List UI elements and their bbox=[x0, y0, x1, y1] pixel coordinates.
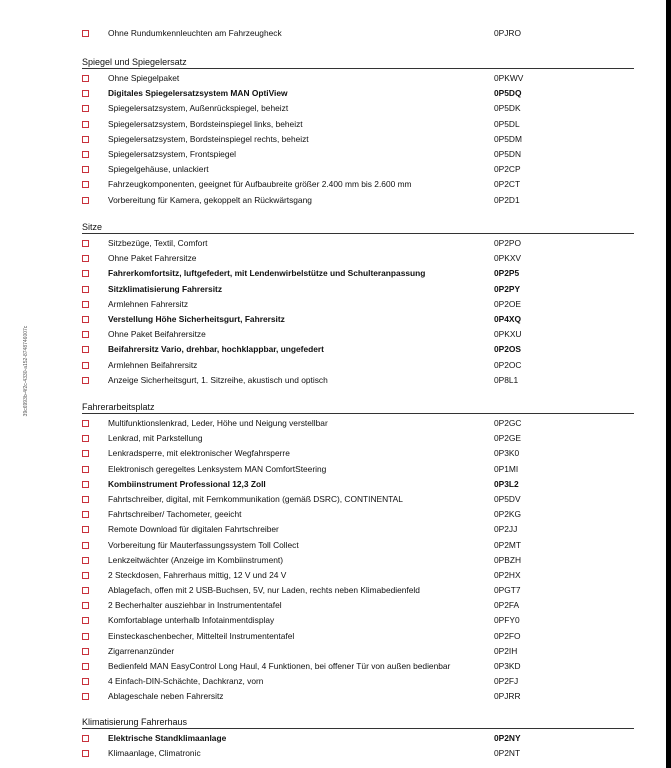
option-description: Elektrische Standklimaanlage bbox=[108, 733, 227, 743]
option-code: 0P3K0 bbox=[494, 448, 520, 459]
checkbox-icon bbox=[82, 181, 89, 188]
list-item bbox=[82, 462, 634, 477]
section bbox=[82, 56, 634, 208]
option-code: 0PKXU bbox=[494, 329, 522, 340]
checkbox-icon bbox=[82, 466, 89, 473]
option-description: Armlehnen Fahrersitz bbox=[108, 298, 189, 309]
list-item bbox=[82, 282, 634, 297]
checkbox-icon bbox=[82, 30, 89, 37]
list-item bbox=[82, 629, 634, 644]
option-description: Einsteckaschenbecher, Mittelteil Instrumententafel bbox=[108, 630, 295, 641]
section bbox=[82, 401, 634, 705]
option-code: 0P4XQ bbox=[494, 313, 522, 324]
list-item bbox=[82, 117, 634, 132]
option-code: 0PKWV bbox=[494, 73, 524, 83]
list-item bbox=[82, 659, 634, 674]
list-item bbox=[82, 327, 634, 342]
checkbox-icon bbox=[82, 750, 89, 757]
checkbox-icon bbox=[82, 542, 89, 549]
list-item bbox=[82, 177, 634, 192]
checkbox-icon bbox=[82, 663, 89, 670]
checkbox-icon bbox=[82, 362, 89, 369]
list-item bbox=[82, 193, 634, 208]
list-item bbox=[82, 613, 634, 628]
checkbox-icon bbox=[82, 420, 89, 427]
checkbox-icon bbox=[82, 602, 89, 609]
option-code: 0P2OE bbox=[494, 298, 522, 309]
list-item bbox=[82, 746, 634, 761]
checkbox-icon bbox=[82, 255, 89, 262]
option-code: 0P2GC bbox=[494, 418, 522, 428]
section-title: Sitze bbox=[82, 221, 634, 234]
option-description: Fahrtschreiber/ Tachometer, geeicht bbox=[108, 509, 242, 520]
option-description: 2 Steckdosen, Fahrerhaus mittig, 12 V und 24 V bbox=[108, 569, 287, 580]
checkbox-icon bbox=[82, 557, 89, 564]
list-item bbox=[82, 568, 634, 583]
option-description: Ablagefach, offen mit 2 USB-Buchsen, 5V, nur Laden, rechts neben Klimabedienfeld bbox=[108, 585, 420, 596]
checkbox-icon bbox=[82, 197, 89, 204]
checkbox-icon bbox=[82, 346, 89, 353]
option-code: 0P2CT bbox=[494, 179, 521, 190]
section-title: Fahrerarbeitsplatz bbox=[82, 401, 634, 414]
list-item bbox=[82, 71, 634, 86]
checkbox-icon bbox=[82, 166, 89, 173]
option-code: 0P2OS bbox=[494, 344, 522, 355]
option-description: Kombiinstrument Professional 12,3 Zoll bbox=[108, 478, 266, 489]
list-item bbox=[82, 236, 634, 251]
option-code: 0P5DL bbox=[494, 118, 520, 129]
list-item bbox=[82, 266, 634, 281]
option-description: Vorbereitung für Mauterfassungssystem Toll Collect bbox=[108, 539, 299, 550]
option-description: Ohne Rundumkennleuchten am Fahrzeugheck bbox=[108, 28, 282, 38]
list-item bbox=[82, 431, 634, 446]
list-item bbox=[82, 674, 634, 689]
list-item bbox=[82, 446, 634, 461]
option-code: 0PJRO bbox=[494, 28, 521, 38]
option-description: Sitzklimatisierung Fahrersitz bbox=[108, 283, 223, 294]
list-item bbox=[82, 416, 634, 431]
option-description: Vorbereitung für Kamera, gekoppelt an Rückwärtsgang bbox=[108, 194, 312, 205]
checkbox-icon bbox=[82, 496, 89, 503]
option-description: Klimaanlage, Climatronic bbox=[108, 748, 201, 759]
checkbox-icon bbox=[82, 511, 89, 518]
option-description: Spiegelersatzsystem, Frontspiegel bbox=[108, 148, 237, 159]
checkbox-icon bbox=[82, 121, 89, 128]
list-item bbox=[82, 26, 627, 40]
checkbox-icon bbox=[82, 75, 89, 82]
checkbox-icon bbox=[82, 331, 89, 338]
option-description: Sitzbezüge, Textil, Comfort bbox=[108, 238, 208, 248]
checkbox-icon bbox=[82, 151, 89, 158]
option-description: Fahrzeugkomponenten, geeignet für Aufbaubreite größer 2.400 mm bis 2.600 mm bbox=[108, 179, 412, 190]
list-item bbox=[82, 147, 634, 162]
option-code: 0P2FA bbox=[494, 600, 520, 611]
list-item bbox=[82, 583, 634, 598]
side-document-id: 39c6993b-4f2c-4330-a152-8748746007c bbox=[23, 325, 29, 417]
option-code: 0P2FO bbox=[494, 630, 521, 641]
option-description: Spiegelgehäuse, unlackiert bbox=[108, 164, 209, 175]
option-code: 0PJRR bbox=[494, 691, 521, 702]
checkbox-icon bbox=[82, 240, 89, 247]
option-code: 0P2GE bbox=[494, 433, 522, 444]
checkbox-icon bbox=[82, 648, 89, 655]
list-item bbox=[82, 132, 634, 147]
option-description: Fahrerkomfortsitz, luftgefedert, mit Lendenwirbelstütze und Schulteranpassung bbox=[108, 268, 426, 279]
list-item bbox=[82, 297, 634, 312]
list-item bbox=[82, 507, 634, 522]
checkbox-icon bbox=[82, 105, 89, 112]
checkbox-icon bbox=[82, 572, 89, 579]
checkbox-icon bbox=[82, 286, 89, 293]
checkbox-icon bbox=[82, 435, 89, 442]
option-description: Bedienfeld MAN EasyControl Long Haul, 4 Funktionen, bei offener Tür von außen bedienbar bbox=[108, 661, 451, 671]
list-item bbox=[82, 358, 634, 373]
option-description: 2 Becherhalter ausziehbar in Instrumententafel bbox=[108, 600, 282, 611]
option-code: 0P2PO bbox=[494, 238, 522, 248]
option-code: 0P3L2 bbox=[494, 478, 519, 489]
checkbox-icon bbox=[82, 301, 89, 308]
section-title: Spiegel und Spiegelersatz bbox=[82, 56, 634, 69]
list-item bbox=[82, 251, 634, 266]
option-description: Lenkradsperre, mit elektronischer Wegfahrsperre bbox=[108, 448, 290, 459]
option-description: Komfortablage unterhalb Infotainmentdisplay bbox=[108, 615, 275, 626]
option-description: Spiegelersatzsystem, Bordsteinspiegel rechts, beheizt bbox=[108, 133, 309, 144]
option-code: 0P2OC bbox=[494, 359, 522, 370]
section bbox=[82, 716, 634, 761]
option-description: 4 Einfach-DIN-Schächte, Dachkranz, vorn bbox=[108, 676, 264, 687]
option-code: 0P5DV bbox=[494, 493, 521, 504]
checkbox-icon bbox=[82, 617, 89, 624]
checkbox-icon bbox=[82, 377, 89, 384]
option-code: 0P2KG bbox=[494, 509, 522, 520]
option-code: 0PFY0 bbox=[494, 615, 520, 626]
option-description: Spiegelersatzsystem, Bordsteinspiegel links, beheizt bbox=[108, 118, 303, 129]
option-code: 0P2P5 bbox=[494, 268, 520, 279]
option-description: Ohne Paket Fahrersitze bbox=[108, 253, 197, 264]
section bbox=[82, 221, 634, 388]
option-code: 0P2CP bbox=[494, 164, 521, 175]
checkbox-icon bbox=[82, 136, 89, 143]
list-item bbox=[82, 644, 634, 659]
option-code: 0P5DM bbox=[494, 133, 522, 144]
option-description: Verstellung Höhe Sicherheitsgurt, Fahrersitz bbox=[108, 313, 285, 324]
list-item bbox=[82, 598, 634, 613]
option-description: Elektronisch geregeltes Lenksystem MAN ComfortSteering bbox=[108, 463, 327, 474]
list-item bbox=[82, 477, 634, 492]
option-code: 0PGT7 bbox=[494, 585, 521, 596]
list-item bbox=[82, 538, 634, 553]
checkbox-icon bbox=[82, 735, 89, 742]
checkbox-icon bbox=[82, 526, 89, 533]
option-code: 0P2MT bbox=[494, 539, 521, 550]
option-code: 0P2D1 bbox=[494, 194, 520, 205]
list-item bbox=[82, 312, 634, 327]
option-description: Fahrtschreiber, digital, mit Fernkommunikation (gemäß DSRC), CONTINENTAL bbox=[108, 493, 403, 504]
option-code: 0P5DQ bbox=[494, 88, 522, 99]
option-code: 0P2PY bbox=[494, 283, 521, 294]
option-code: 0P2JJ bbox=[494, 524, 518, 535]
checkbox-icon bbox=[82, 693, 89, 700]
checkbox-icon bbox=[82, 450, 89, 457]
checkbox-icon bbox=[82, 316, 89, 323]
option-code: 0P5DN bbox=[494, 148, 521, 159]
option-description: Beifahrersitz Vario, drehbar, hochklappbar, ungefedert bbox=[108, 344, 324, 355]
list-item bbox=[82, 553, 634, 568]
section-title: Klimatisierung Fahrerhaus bbox=[82, 716, 634, 729]
option-description: Spiegelersatzsystem, Außenrückspiegel, beheizt bbox=[108, 103, 289, 114]
checkbox-icon bbox=[82, 481, 89, 488]
option-description: Digitales Spiegelersatzsystem MAN OptiView bbox=[108, 88, 288, 99]
option-description: Zigarrenanzünder bbox=[108, 645, 175, 656]
list-item bbox=[82, 373, 634, 388]
list-item bbox=[82, 731, 634, 746]
option-code: 0P8L1 bbox=[494, 374, 519, 385]
option-code: 0PKXV bbox=[494, 253, 522, 264]
option-description: Ohne Paket Beifahrersitze bbox=[108, 329, 206, 340]
list-item bbox=[82, 101, 634, 116]
option-description: Ablageschale neben Fahrersitz bbox=[108, 691, 224, 702]
option-code: 0P2HX bbox=[494, 569, 521, 580]
option-code: 0P3KD bbox=[494, 661, 521, 671]
checkbox-icon bbox=[82, 90, 89, 97]
list-item bbox=[82, 522, 634, 537]
option-code: 0P2IH bbox=[494, 645, 518, 656]
list-item bbox=[82, 492, 634, 507]
option-code: 0PBZH bbox=[494, 554, 521, 565]
option-description: Armlehnen Beifahrersitz bbox=[108, 359, 198, 370]
option-description: Lenkzeitwächter (Anzeige im Kombiinstrument) bbox=[108, 554, 284, 565]
list-item bbox=[82, 86, 634, 101]
option-code: 0P5DK bbox=[494, 103, 521, 114]
option-code: 0P1MI bbox=[494, 463, 519, 474]
list-item bbox=[82, 162, 634, 177]
checkbox-icon bbox=[82, 633, 89, 640]
option-description: Multifunktionslenkrad, Leder, Höhe und Neigung verstellbar bbox=[108, 418, 328, 428]
checkbox-icon bbox=[82, 678, 89, 685]
option-description: Ohne Spiegelpaket bbox=[108, 73, 180, 83]
option-code: 0P2NY bbox=[494, 733, 521, 743]
checkbox-icon bbox=[82, 270, 89, 277]
option-code: 0P2NT bbox=[494, 748, 521, 759]
option-description: Remote Download für digitalen Fahrtschreiber bbox=[108, 524, 279, 535]
checkbox-icon bbox=[82, 587, 89, 594]
option-description: Lenkrad, mit Parkstellung bbox=[108, 433, 203, 444]
option-description: Anzeige Sicherheitsgurt, 1. Sitzreihe, akustisch und optisch bbox=[108, 374, 328, 385]
list-item bbox=[82, 689, 634, 704]
option-code: 0P2FJ bbox=[494, 676, 519, 687]
list-item bbox=[82, 342, 634, 357]
